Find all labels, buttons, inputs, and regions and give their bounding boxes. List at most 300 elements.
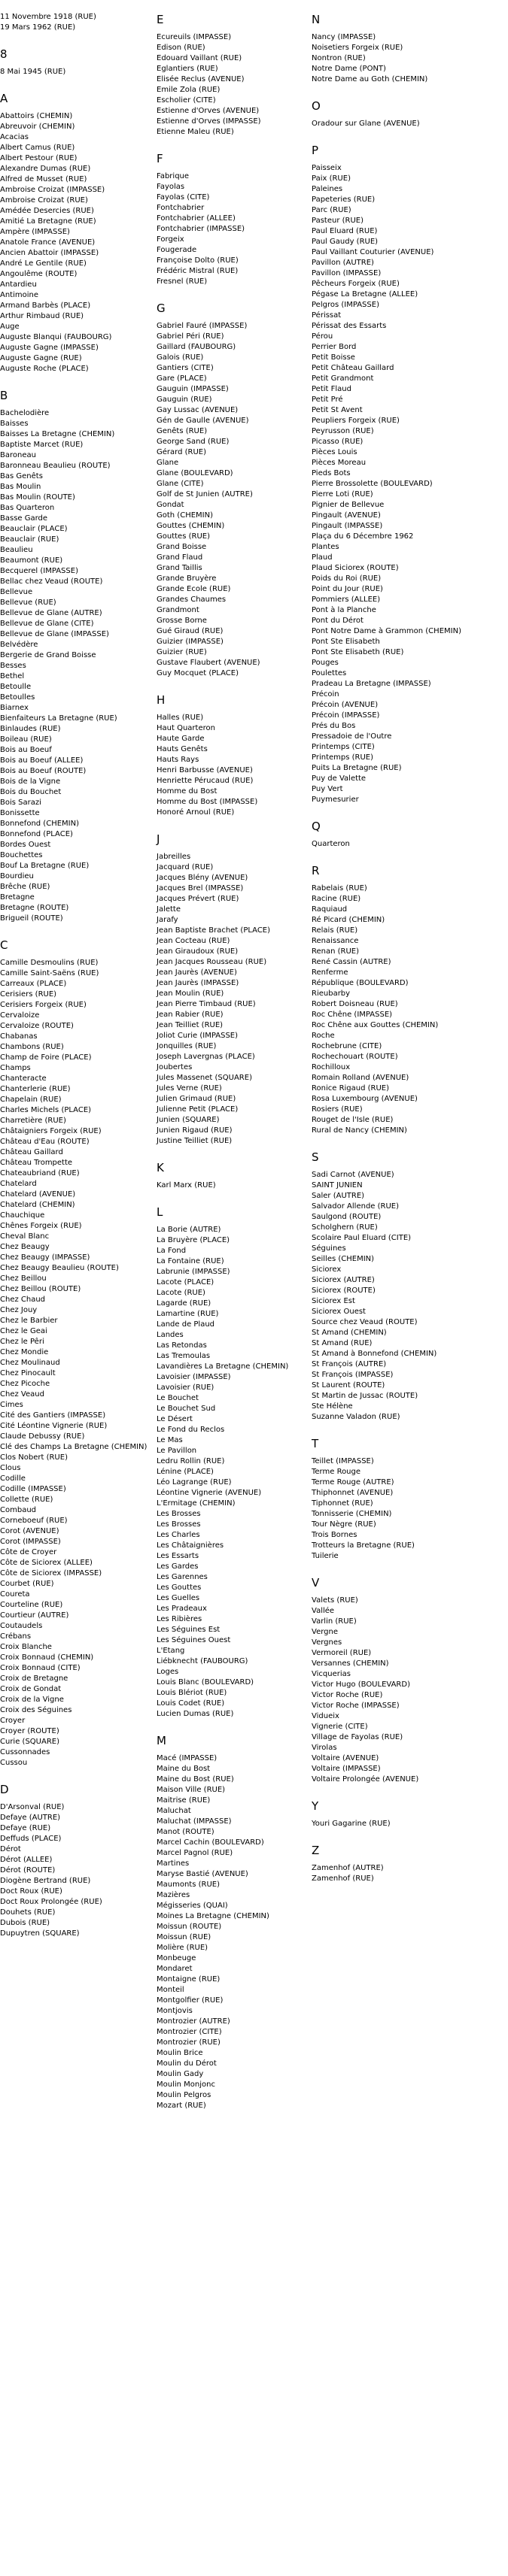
street-name: Rosiers (RUE)	[312, 1105, 363, 1114]
street-column-2	[157, 12, 311, 2125]
street-name: St François (AUTRE)	[312, 1360, 387, 1368]
street-name: Les Châtaignières	[157, 1541, 224, 1550]
street-name: Codille (IMPASSE)	[0, 1485, 66, 1493]
section-letter-heading: R	[312, 864, 320, 877]
street-name: Maluchat	[157, 1807, 191, 1815]
street-name: Lacote (PLACE)	[157, 1278, 214, 1286]
street-name: Chez Veaud	[0, 1390, 44, 1399]
street-name: Cimes	[0, 1401, 23, 1409]
street-name: Abattoirs (CHEMIN)	[0, 112, 73, 120]
street-name: Tiphonnet (RUE)	[312, 1499, 373, 1508]
street-name: Le Fond du Reclos	[157, 1426, 225, 1434]
street-name: Biarnex	[0, 704, 29, 712]
street-name: Jean Baptiste Brachet (PLACE)	[157, 926, 271, 935]
street-name: Deffuds (PLACE)	[0, 1835, 62, 1843]
street-name: Bienfaiteurs La Bretagne (RUE)	[0, 714, 117, 723]
street-name: Corot (AVENUE)	[0, 1527, 59, 1535]
street-name: Beaumont (RUE)	[0, 556, 63, 565]
street-name: Fresnel (RUE)	[157, 277, 208, 286]
section-letter-heading: Q	[312, 820, 321, 833]
street-name: Julien Grimaud (RUE)	[157, 1095, 236, 1103]
street-name: Landes	[157, 1331, 184, 1339]
street-name: Albert Pestour (RUE)	[0, 154, 78, 162]
street-name: Auguste Gagne (IMPASSE)	[0, 344, 99, 352]
street-name: Guizier (IMPASSE)	[157, 638, 224, 646]
street-name: Jacques Blény (AVENUE)	[157, 874, 248, 882]
street-name: Montaigne (RUE)	[157, 1975, 221, 1984]
street-name: Frédéric Mistral (RUE)	[157, 267, 239, 275]
street-name: Sadi Carnot (AVENUE)	[312, 1171, 394, 1179]
section-letter-heading: V	[312, 1576, 320, 1590]
street-name: Joubertes	[157, 1063, 193, 1071]
street-name: René Cassin (AUTRE)	[312, 958, 391, 966]
street-name: Gay Lussac (AVENUE)	[157, 406, 239, 414]
street-name: Combaud	[0, 1506, 37, 1514]
street-name: Gouttes (CHEMIN)	[157, 522, 225, 530]
street-name: Paisseix	[312, 164, 342, 172]
street-name: Gérard (RUE)	[157, 448, 206, 456]
street-name: Mondaret	[157, 1965, 193, 1973]
street-name: Château d'Eau (ROUTE)	[0, 1138, 90, 1146]
street-name: Maine du Bost	[157, 1765, 211, 1773]
street-name: Renan (RUE)	[312, 947, 360, 956]
street-name: Mozart (RUE)	[157, 2102, 206, 2110]
street-name: Roche	[312, 1032, 335, 1040]
street-name: Notre Dame (PONT)	[312, 65, 386, 73]
section-letter-heading: L	[157, 1205, 163, 1219]
letter-section	[312, 1843, 507, 1884]
street-name: Belvédère	[0, 641, 38, 649]
street-name: Les Brosses	[157, 1520, 201, 1529]
street-name: Jacques Prévert (RUE)	[157, 895, 239, 903]
street-name: Loges	[157, 1668, 179, 1676]
street-name: Collette (RUE)	[0, 1496, 53, 1504]
street-name: Pignier de Bellevue	[312, 501, 385, 509]
street-name: Moulin du Dérot	[157, 2059, 217, 2068]
street-name: Relais (RUE)	[312, 926, 358, 935]
street-name: Chambons (RUE)	[0, 1043, 64, 1051]
street-name: Poids du Roi (RUE)	[312, 574, 382, 583]
street-name: République (BOULEVARD)	[312, 979, 409, 987]
section-letter-heading: G	[157, 302, 166, 315]
street-name: Châtaigniers Forgeix (RUE)	[0, 1127, 102, 1135]
street-name: Bergerie de Grand Boisse	[0, 651, 96, 659]
street-name: Mazières	[157, 1891, 190, 1899]
street-name: Binlaudes (RUE)	[0, 725, 61, 733]
street-name: Jean Moulin (RUE)	[157, 989, 224, 998]
street-name: Clos Nobert (RUE)	[0, 1453, 68, 1462]
street-name: Jarafy	[157, 916, 178, 924]
street-name: Youri Gagarine (RUE)	[312, 1820, 391, 1828]
street-name: Moulin Pelgros	[157, 2091, 211, 2099]
street-name: Grande Bruyère	[157, 574, 217, 583]
street-name: Fontchabrier (IMPASSE)	[157, 225, 245, 233]
section-letter-heading: P	[312, 144, 319, 157]
street-name: Perrier Bord	[312, 343, 357, 351]
section-letter-heading: C	[0, 938, 8, 952]
street-name: Chez Jouy	[0, 1306, 38, 1314]
street-name: Gantiers (CITE)	[157, 364, 214, 372]
street-name: Edouard Vaillant (RUE)	[157, 54, 242, 62]
street-name: Le Mas	[157, 1436, 183, 1444]
street-name: Varlin (RUE)	[312, 1617, 357, 1626]
street-name: Petit Flaud	[312, 385, 351, 393]
street-name: Salvador Allende (RUE)	[312, 1202, 400, 1211]
street-name: Les Pradeaux	[157, 1605, 207, 1613]
street-name: Chez le Pêri	[0, 1338, 44, 1346]
street-name: Louis Blanc (BOULEVARD)	[157, 1678, 254, 1687]
street-name: Carreaux (PLACE)	[0, 980, 67, 988]
street-name: Paul Vaillant Couturier (AVENUE)	[312, 248, 434, 256]
street-name: Le Bouchet Sud	[157, 1405, 216, 1413]
street-name: Rochebrune (CITE)	[312, 1042, 382, 1050]
street-name: Les Ribières	[157, 1615, 202, 1623]
street-name: Rochilloux	[312, 1063, 351, 1071]
street-name: Pingault (IMPASSE)	[312, 522, 383, 530]
street-name: Montrozier (CITE)	[157, 2028, 222, 2036]
street-name: Emile Zola (RUE)	[157, 86, 221, 94]
street-name: Zamenhof (AUTRE)	[312, 1864, 384, 1872]
street-name: Nontron (RUE)	[312, 54, 366, 62]
street-name: Gauguin (IMPASSE)	[157, 385, 229, 393]
street-name: Les Gardes	[157, 1562, 199, 1571]
street-name: Voltaire (IMPASSE)	[312, 1765, 381, 1773]
street-name: Champs	[0, 1064, 31, 1072]
street-name: Becquerel (IMPASSE)	[0, 567, 78, 575]
street-name: Forgeix	[157, 235, 184, 244]
street-name: Cervaloize (ROUTE)	[0, 1022, 74, 1030]
street-name: Prés du Bos	[312, 722, 356, 730]
street-name: Ronice Rigaud (RUE)	[312, 1084, 390, 1093]
street-name: Maryse Bastié (AVENUE)	[157, 1870, 248, 1878]
street-name: Chatelard (CHEMIN)	[0, 1201, 75, 1209]
street-name: Dérot (ALLEE)	[0, 1856, 53, 1864]
street-name: Moissun (RUE)	[157, 1933, 211, 1941]
street-name: Jean Rabier (RUE)	[157, 1011, 224, 1019]
street-name: Cussou	[0, 1759, 28, 1767]
street-name: Monteil	[157, 1986, 184, 1994]
street-name: Chabanas	[0, 1032, 38, 1041]
street-name: Glane (BOULEVARD)	[157, 469, 233, 477]
street-name: Lagarde (RUE)	[157, 1299, 211, 1308]
street-name: Bonnefond (PLACE)	[0, 830, 73, 838]
street-name: Estienne d'Orves (AVENUE)	[157, 107, 260, 115]
street-name: Gondat	[157, 501, 184, 509]
street-name: Ré Picard (CHEMIN)	[312, 916, 385, 924]
street-name: Les Brosses	[157, 1510, 201, 1518]
street-name: Fontchabrier (ALLEE)	[157, 214, 236, 223]
street-name: 11 Novembre 1918 (RUE)	[0, 13, 96, 21]
street-name: Pradeau La Bretagne (IMPASSE)	[312, 680, 431, 688]
street-name: Côte de Croyer	[0, 1548, 57, 1556]
street-name: Pierre Brossolette (BOULEVARD)	[312, 480, 433, 488]
street-name: Champ de Foire (PLACE)	[0, 1053, 92, 1062]
street-name: Jean Cocteau (RUE)	[157, 937, 230, 945]
street-name: Marcel Pagnol (RUE)	[157, 1849, 233, 1857]
section-letter-heading: J	[157, 832, 160, 846]
street-name: Fontchabrier	[157, 204, 205, 212]
street-name: Chez Beillou	[0, 1274, 47, 1283]
street-name: Rosa Luxembourg (AVENUE)	[312, 1095, 418, 1103]
street-name: Les Garennes	[157, 1573, 208, 1581]
street-name: Bachelodière	[0, 409, 50, 417]
street-name: Bois Sarazi	[0, 799, 41, 807]
street-name: Bas Moulin (ROUTE)	[0, 493, 75, 502]
street-name: 19 Mars 1962 (RUE)	[0, 23, 76, 32]
street-name: Chatelard	[0, 1180, 37, 1188]
street-name: Martines	[157, 1859, 190, 1868]
street-name: Vignerie (CITE)	[312, 1723, 368, 1731]
street-name: Siciorex (AUTRE)	[312, 1276, 375, 1284]
street-name: Gén de Gaulle (AVENUE)	[157, 417, 249, 425]
street-name: Codille	[0, 1474, 26, 1483]
street-name: Voltaire Prolongée (AVENUE)	[312, 1775, 419, 1784]
street-name: Beauclair (PLACE)	[0, 525, 68, 533]
street-name: Château Trompette	[0, 1159, 73, 1167]
street-name: Trois Bornes	[312, 1531, 357, 1539]
street-name: Peyrusson (RUE)	[312, 427, 374, 435]
street-name: Le Bouchet	[157, 1394, 199, 1402]
street-name: Rouget de l'Isle (RUE)	[312, 1116, 394, 1124]
street-name: Tonnisserie (CHEMIN)	[312, 1510, 392, 1518]
street-name: Louis Codet (RUE)	[157, 1699, 225, 1708]
street-name: Chez Pinocault	[0, 1369, 56, 1377]
street-name: Gaillard (FAUBOURG)	[157, 343, 236, 351]
street-name: Raquiaud	[312, 905, 348, 914]
letter-section	[157, 832, 311, 1147]
street-name: Douhets (RUE)	[0, 1908, 56, 1917]
street-name: Victor Roche (IMPASSE)	[312, 1702, 400, 1710]
street-name: Paul Eluard (RUE)	[312, 227, 378, 235]
street-name: Glane (CITE)	[157, 480, 204, 488]
street-name: Lénine (PLACE)	[157, 1468, 214, 1476]
street-name: Ancien Abattoir (IMPASSE)	[0, 249, 99, 257]
street-name: Gare (PLACE)	[157, 374, 207, 383]
street-name: Romain Rolland (AVENUE)	[312, 1074, 409, 1082]
street-name: Pasteur (RUE)	[312, 217, 364, 225]
street-name: Pièces Louis	[312, 448, 357, 456]
street-name: Lucien Dumas (RUE)	[157, 1710, 234, 1718]
street-name: Jabreilles	[157, 853, 191, 861]
street-name: Versannes (CHEMIN)	[312, 1659, 389, 1668]
street-name: Roc Chêne aux Gouttes (CHEMIN)	[312, 1021, 439, 1029]
street-name: Victor Roche (RUE)	[312, 1691, 383, 1699]
street-name: Homme du Bost	[157, 787, 217, 796]
street-name: Suzanne Valadon (RUE)	[312, 1413, 400, 1421]
street-name: Rabelais (RUE)	[312, 884, 367, 893]
letter-section	[312, 143, 507, 805]
street-name: Bas Genêts	[0, 472, 43, 480]
street-name: Guizier (RUE)	[157, 648, 207, 656]
street-name: Seilles (CHEMIN)	[312, 1255, 375, 1263]
letter-section	[312, 863, 507, 1136]
street-name: Grand Taillis	[157, 564, 202, 572]
street-name: Courteline (RUE)	[0, 1601, 63, 1609]
street-name: Maison Ville (RUE)	[157, 1786, 226, 1794]
street-name: Rural de Nancy (CHEMIN)	[312, 1126, 407, 1135]
street-name: Gabriel Péri (RUE)	[157, 332, 224, 341]
street-name: Vicquerias	[312, 1670, 351, 1678]
street-name: Bellevue (RUE)	[0, 599, 56, 607]
street-name: Moines La Bretagne (CHEMIN)	[157, 1912, 269, 1920]
street-name: Clous	[0, 1464, 21, 1472]
street-name: Amitié La Bretagne (RUE)	[0, 217, 96, 226]
street-name: Montrozier (RUE)	[157, 2038, 221, 2047]
street-name: Lavoisier (IMPASSE)	[157, 1373, 231, 1381]
street-name: Grosse Borne	[157, 617, 207, 625]
street-name: Antardieu	[0, 280, 37, 289]
street-name: Croix Bonnaud (CHEMIN)	[0, 1653, 94, 1662]
street-name: Le Désert	[157, 1415, 193, 1423]
street-name: Lande de Plaud	[157, 1320, 215, 1329]
street-name: Arthur Rimbaud (RUE)	[0, 312, 84, 320]
street-name: Puymesurier	[312, 796, 359, 804]
street-name: Pont Ste Elisabeth	[312, 638, 380, 646]
section-letter-heading: N	[312, 13, 321, 26]
street-name: Glane	[157, 459, 179, 467]
street-name: Genêts (RUE)	[157, 427, 208, 435]
section-letter-heading: A	[0, 92, 8, 105]
street-name: Scolaire Paul Eluard (CITE)	[312, 1234, 412, 1242]
street-name: Les Séguines Ouest	[157, 1636, 231, 1644]
street-name: Honoré Arnoul (RUE)	[157, 808, 235, 817]
street-name: Léo Lagrange (RUE)	[157, 1478, 232, 1487]
street-name: Charles Michels (PLACE)	[0, 1106, 92, 1114]
street-name: Coutaudels	[0, 1622, 43, 1630]
street-name: Les Guelles	[157, 1594, 200, 1602]
street-name: Bethel	[0, 672, 25, 680]
street-name: Puy Vert	[312, 785, 343, 793]
street-name: Plaud	[312, 553, 333, 562]
street-name: Bellevue	[0, 588, 33, 596]
street-name: Puits La Bretagne (RUE)	[312, 764, 402, 772]
street-name: Anatole France (AVENUE)	[0, 238, 96, 247]
street-name: Croix des Séguines	[0, 1706, 72, 1714]
street-name: Oradour sur Glane (AVENUE)	[312, 120, 420, 128]
street-name: Pérou	[312, 332, 333, 341]
street-name: Croix Bonnaud (CITE)	[0, 1664, 81, 1672]
street-name: Julienne Petit (PLACE)	[157, 1105, 239, 1114]
street-name: Bouf La Bretagne (RUE)	[0, 862, 90, 870]
street-name: Halles (RUE)	[157, 714, 204, 722]
street-name: Escholier (CITE)	[157, 96, 216, 105]
letter-section	[157, 1160, 311, 1191]
street-name: St Laurent (ROUTE)	[312, 1381, 385, 1390]
letter-section	[157, 692, 311, 818]
street-name: Les Charles	[157, 1531, 200, 1539]
street-name: Fayolas (CITE)	[157, 193, 210, 202]
street-name: Scholghern (RUE)	[312, 1223, 378, 1232]
street-name: Grand Boisse	[157, 543, 207, 551]
street-name: Claude Debussy (RUE)	[0, 1432, 85, 1441]
street-name: Liébknecht (FAUBOURG)	[157, 1657, 248, 1665]
street-name: Alexandre Dumas (RUE)	[0, 165, 91, 173]
street-name: La Bruyère (PLACE)	[157, 1236, 230, 1244]
street-name: Cité Léontine Vignerie (RUE)	[0, 1422, 108, 1430]
street-name: Homme du Bost (IMPASSE)	[157, 798, 258, 806]
street-name: Pont Notre Dame à Grammon (CHEMIN)	[312, 627, 461, 635]
street-name: Edison (RUE)	[157, 44, 205, 52]
street-name: Elisée Reclus (AVENUE)	[157, 75, 245, 83]
street-name: Bourdieu	[0, 872, 34, 880]
street-name: Bas Moulin	[0, 483, 41, 491]
street-name: Corot (IMPASSE)	[0, 1538, 61, 1546]
street-name: Beauclair (RUE)	[0, 535, 59, 544]
street-name: Moissun (ROUTE)	[157, 1923, 222, 1931]
street-name: Siciorex Ouest	[312, 1308, 366, 1316]
street-name: Jean Giraudoux (RUE)	[157, 947, 239, 956]
street-name: Moulin Gady	[157, 2070, 204, 2078]
street-name: Cité des Gantiers (IMPASSE)	[0, 1411, 106, 1420]
street-name: Auguste Blanqui (FAUBOURG)	[0, 333, 112, 341]
street-name: Thiphonnet (AVENUE)	[312, 1489, 394, 1497]
street-name: Teillet (IMPASSE)	[312, 1457, 374, 1465]
street-name: Chez Beaugy	[0, 1243, 50, 1251]
street-name: Lamartine (RUE)	[157, 1310, 219, 1318]
street-name: D'Arsonval (RUE)	[0, 1803, 65, 1811]
letter-section	[0, 938, 158, 1768]
street-name: Paul Gaudy (RUE)	[312, 238, 379, 246]
street-name: Montjovis	[157, 2007, 193, 2015]
section-letter-heading: B	[0, 389, 8, 402]
street-name: Baronneau Beaulieu (ROUTE)	[0, 462, 111, 470]
street-name: La Fond	[157, 1247, 187, 1255]
street-name: Jules Massenet (SQUARE)	[157, 1074, 252, 1082]
street-name: Joliot Curie (IMPASSE)	[157, 1032, 239, 1040]
street-name: Beaulieu	[0, 546, 33, 554]
street-name: Eglantiers (RUE)	[157, 65, 218, 73]
street-name: Terme Rouge (AUTRE)	[312, 1478, 394, 1487]
street-name: Pelgros (IMPASSE)	[312, 301, 379, 309]
street-name: Guy Mocquet (PLACE)	[157, 669, 239, 677]
street-name: Basse Garde	[0, 514, 48, 523]
street-name: Chatelard (AVENUE)	[0, 1190, 76, 1199]
street-name: Montrozier (AUTRE)	[157, 2017, 230, 2026]
street-name: Grandes Chaumes	[157, 596, 227, 604]
street-name: Jean Jacques Rousseau (RUE)	[157, 958, 267, 966]
street-name: Tour Nègre (RUE)	[312, 1520, 376, 1529]
street-name: Paix (RUE)	[312, 174, 351, 183]
street-name: Pavillon (AUTRE)	[312, 259, 374, 267]
street-name: L'Etang	[157, 1647, 185, 1655]
street-name: Chez le Barbier	[0, 1317, 58, 1325]
section-letter-heading: E	[157, 13, 164, 26]
street-name: Vergne	[312, 1628, 338, 1636]
street-name: Lavandières La Bretagne (CHEMIN)	[157, 1362, 289, 1371]
street-name: Diogène Bertrand (RUE)	[0, 1877, 91, 1885]
street-name: Bretagne	[0, 893, 35, 902]
street-name: Petit Grandmont	[312, 374, 374, 383]
street-name: Bellevue de Glane (CITE)	[0, 620, 94, 628]
street-name: Baroneau	[0, 451, 36, 459]
street-name: 8 Mai 1945 (RUE)	[0, 68, 66, 76]
street-name: Printemps (RUE)	[312, 753, 374, 762]
street-name: Printemps (CITE)	[312, 743, 375, 751]
street-name: Louis Blériot (RUE)	[157, 1689, 227, 1697]
street-name: Estienne d'Orves (IMPASSE)	[157, 117, 261, 126]
street-name: Bordes Ouest	[0, 841, 51, 849]
letter-section	[0, 12, 158, 33]
street-name: Pavillon (IMPASSE)	[312, 269, 382, 277]
street-name: Grandmont	[157, 606, 199, 614]
street-name: Voltaire (AVENUE)	[312, 1754, 379, 1762]
street-name: Manot (ROUTE)	[157, 1828, 214, 1836]
letter-section	[312, 1436, 507, 1562]
street-name: Paleines	[312, 185, 343, 193]
street-name: Henriette Pérucaud (RUE)	[157, 777, 254, 785]
street-name: Croix de Gondat	[0, 1685, 62, 1693]
street-name: Ecureuils (IMPASSE)	[157, 33, 232, 41]
